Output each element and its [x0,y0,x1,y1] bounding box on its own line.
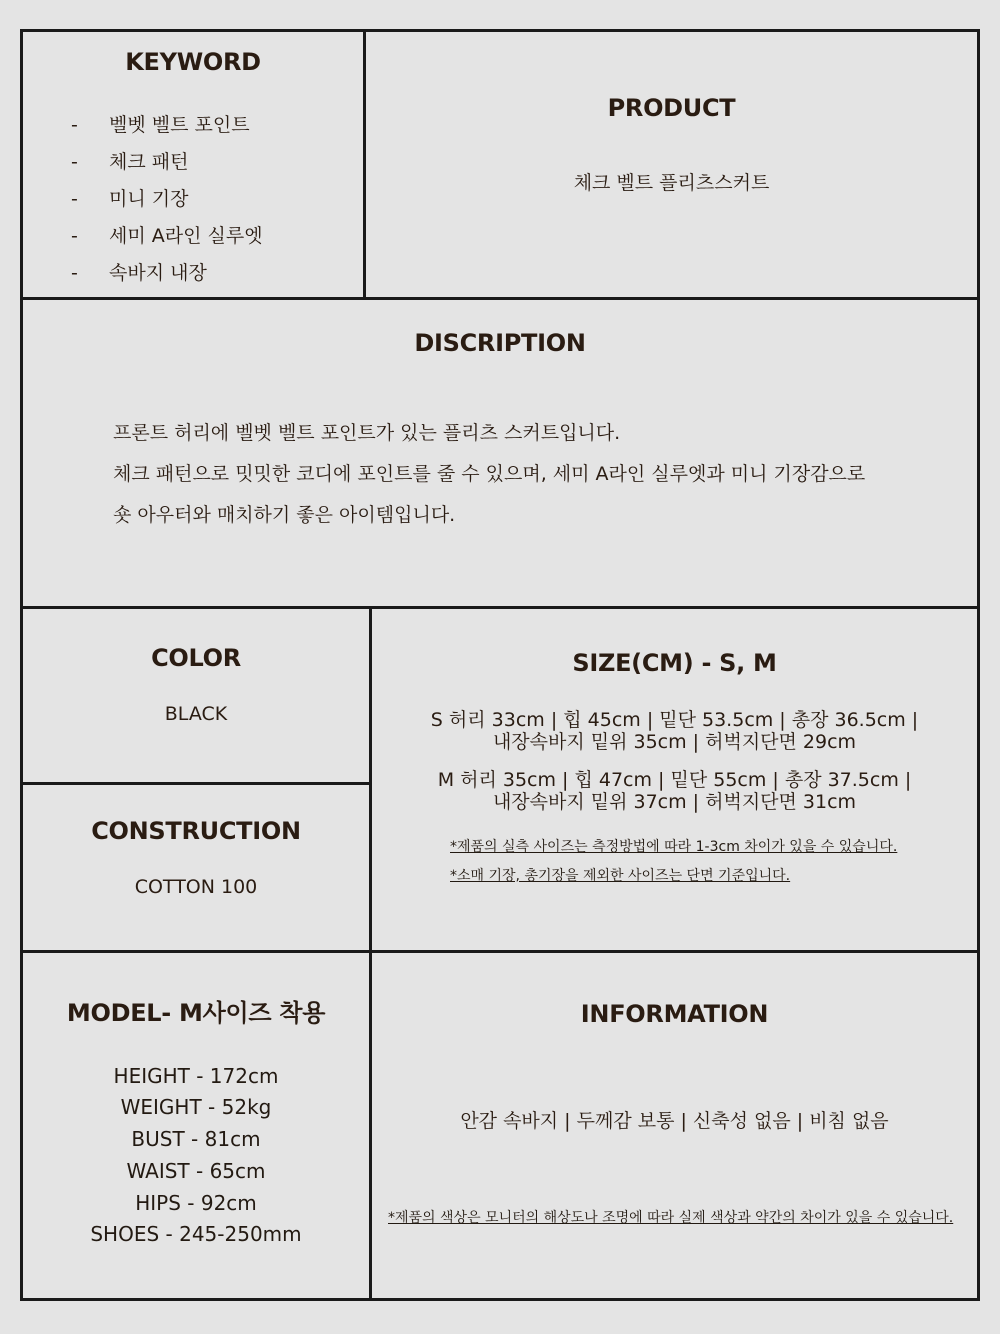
description-section [23,300,977,606]
keyword-item [71,147,188,174]
size-section [372,609,977,950]
description-line: 체크 패턴으로 밋밋한 코디에 포인트를 줄 수 있으며, 세미 A라인 실루엣과 미니 기장감으로 [113,463,866,485]
keyword-item-label: 세미 A라인 실루엣 [109,225,263,247]
information-value: 안감 속바지 | 두께감 보통 | 신축성 없음 | 비침 없음 [460,1110,889,1132]
information-section [372,953,977,1298]
color-value: BLACK [164,703,228,725]
description-line: 숏 아우터와 매치하기 좋은 아이템입니다. [113,504,456,526]
information-title: INFORMATION [580,1000,769,1028]
keyword-item-label: 벨벳 벨트 포인트 [109,114,250,136]
keyword-item-label: 미니 기장 [109,188,189,210]
product-name: 체크 벨트 플리츠스커트 [573,172,770,194]
description-title: DISCRIPTION [414,329,586,357]
color-title: COLOR [151,644,241,672]
keyword-dash: - [71,225,78,247]
model-hips: HIPS - 92cm [135,1191,257,1215]
keyword-item [71,110,250,137]
model-height: HEIGHT - 172cm [113,1064,279,1088]
construction-title: CONSTRUCTION [91,817,301,845]
model-waist: WAIST - 65cm [126,1159,266,1183]
keyword-item [71,258,207,285]
construction-section [23,785,369,950]
size-m-line2: 내장속바지 밑위 37cm | 허벅지단면 31cm [492,791,857,813]
product-section [366,32,977,297]
keyword-section [23,32,363,297]
construction-value: COTTON 100 [134,876,258,898]
keyword-dash: - [71,262,78,284]
description-line: 프론트 허리에 벨벳 벨트 포인트가 있는 플리츠 스커트입니다. [113,422,621,444]
spec-sheet-frame [20,29,980,1301]
size-note-1: *제품의 실측 사이즈는 측정방법에 따라 1-3cm 차이가 있을 수 있습니다. [450,839,898,855]
keyword-item [71,221,263,248]
keyword-item-label: 속바지 내장 [109,262,207,284]
keyword-dash: - [71,114,78,136]
size-s-line2: 내장속바지 밑위 35cm | 허벅지단면 29cm [492,731,857,753]
model-weight: WEIGHT - 52kg [120,1095,272,1119]
color-section [23,609,369,782]
size-s-line1: S 허리 33cm | 힙 45cm | 밑단 53.5cm | 총장 36.5cm | [430,709,919,731]
model-title: MODEL- M사이즈 착용 [66,999,326,1027]
keyword-dash: - [71,188,78,210]
size-note-2: *소매 기장, 총기장을 제외한 사이즈는 단면 기준입니다. [450,868,791,884]
keyword-title: KEYWORD [125,48,261,76]
keyword-item-label: 체크 패턴 [109,151,189,173]
size-title: SIZE(CM) - S, M [572,649,777,677]
model-shoes: SHOES - 245-250mm [90,1222,302,1246]
product-title: PRODUCT [607,94,736,122]
model-bust: BUST - 81cm [131,1127,261,1151]
size-m-line1: M 허리 35cm | 힙 47cm | 밑단 55cm | 총장 37.5cm | [437,769,912,791]
information-note: *제품의 색상은 모니터의 해상도나 조명에 따라 실제 색상과 약간의 차이가 있을 수 있습니다. [388,1210,954,1226]
keyword-dash: - [71,151,78,173]
keyword-item [71,184,188,211]
model-section [23,953,369,1298]
